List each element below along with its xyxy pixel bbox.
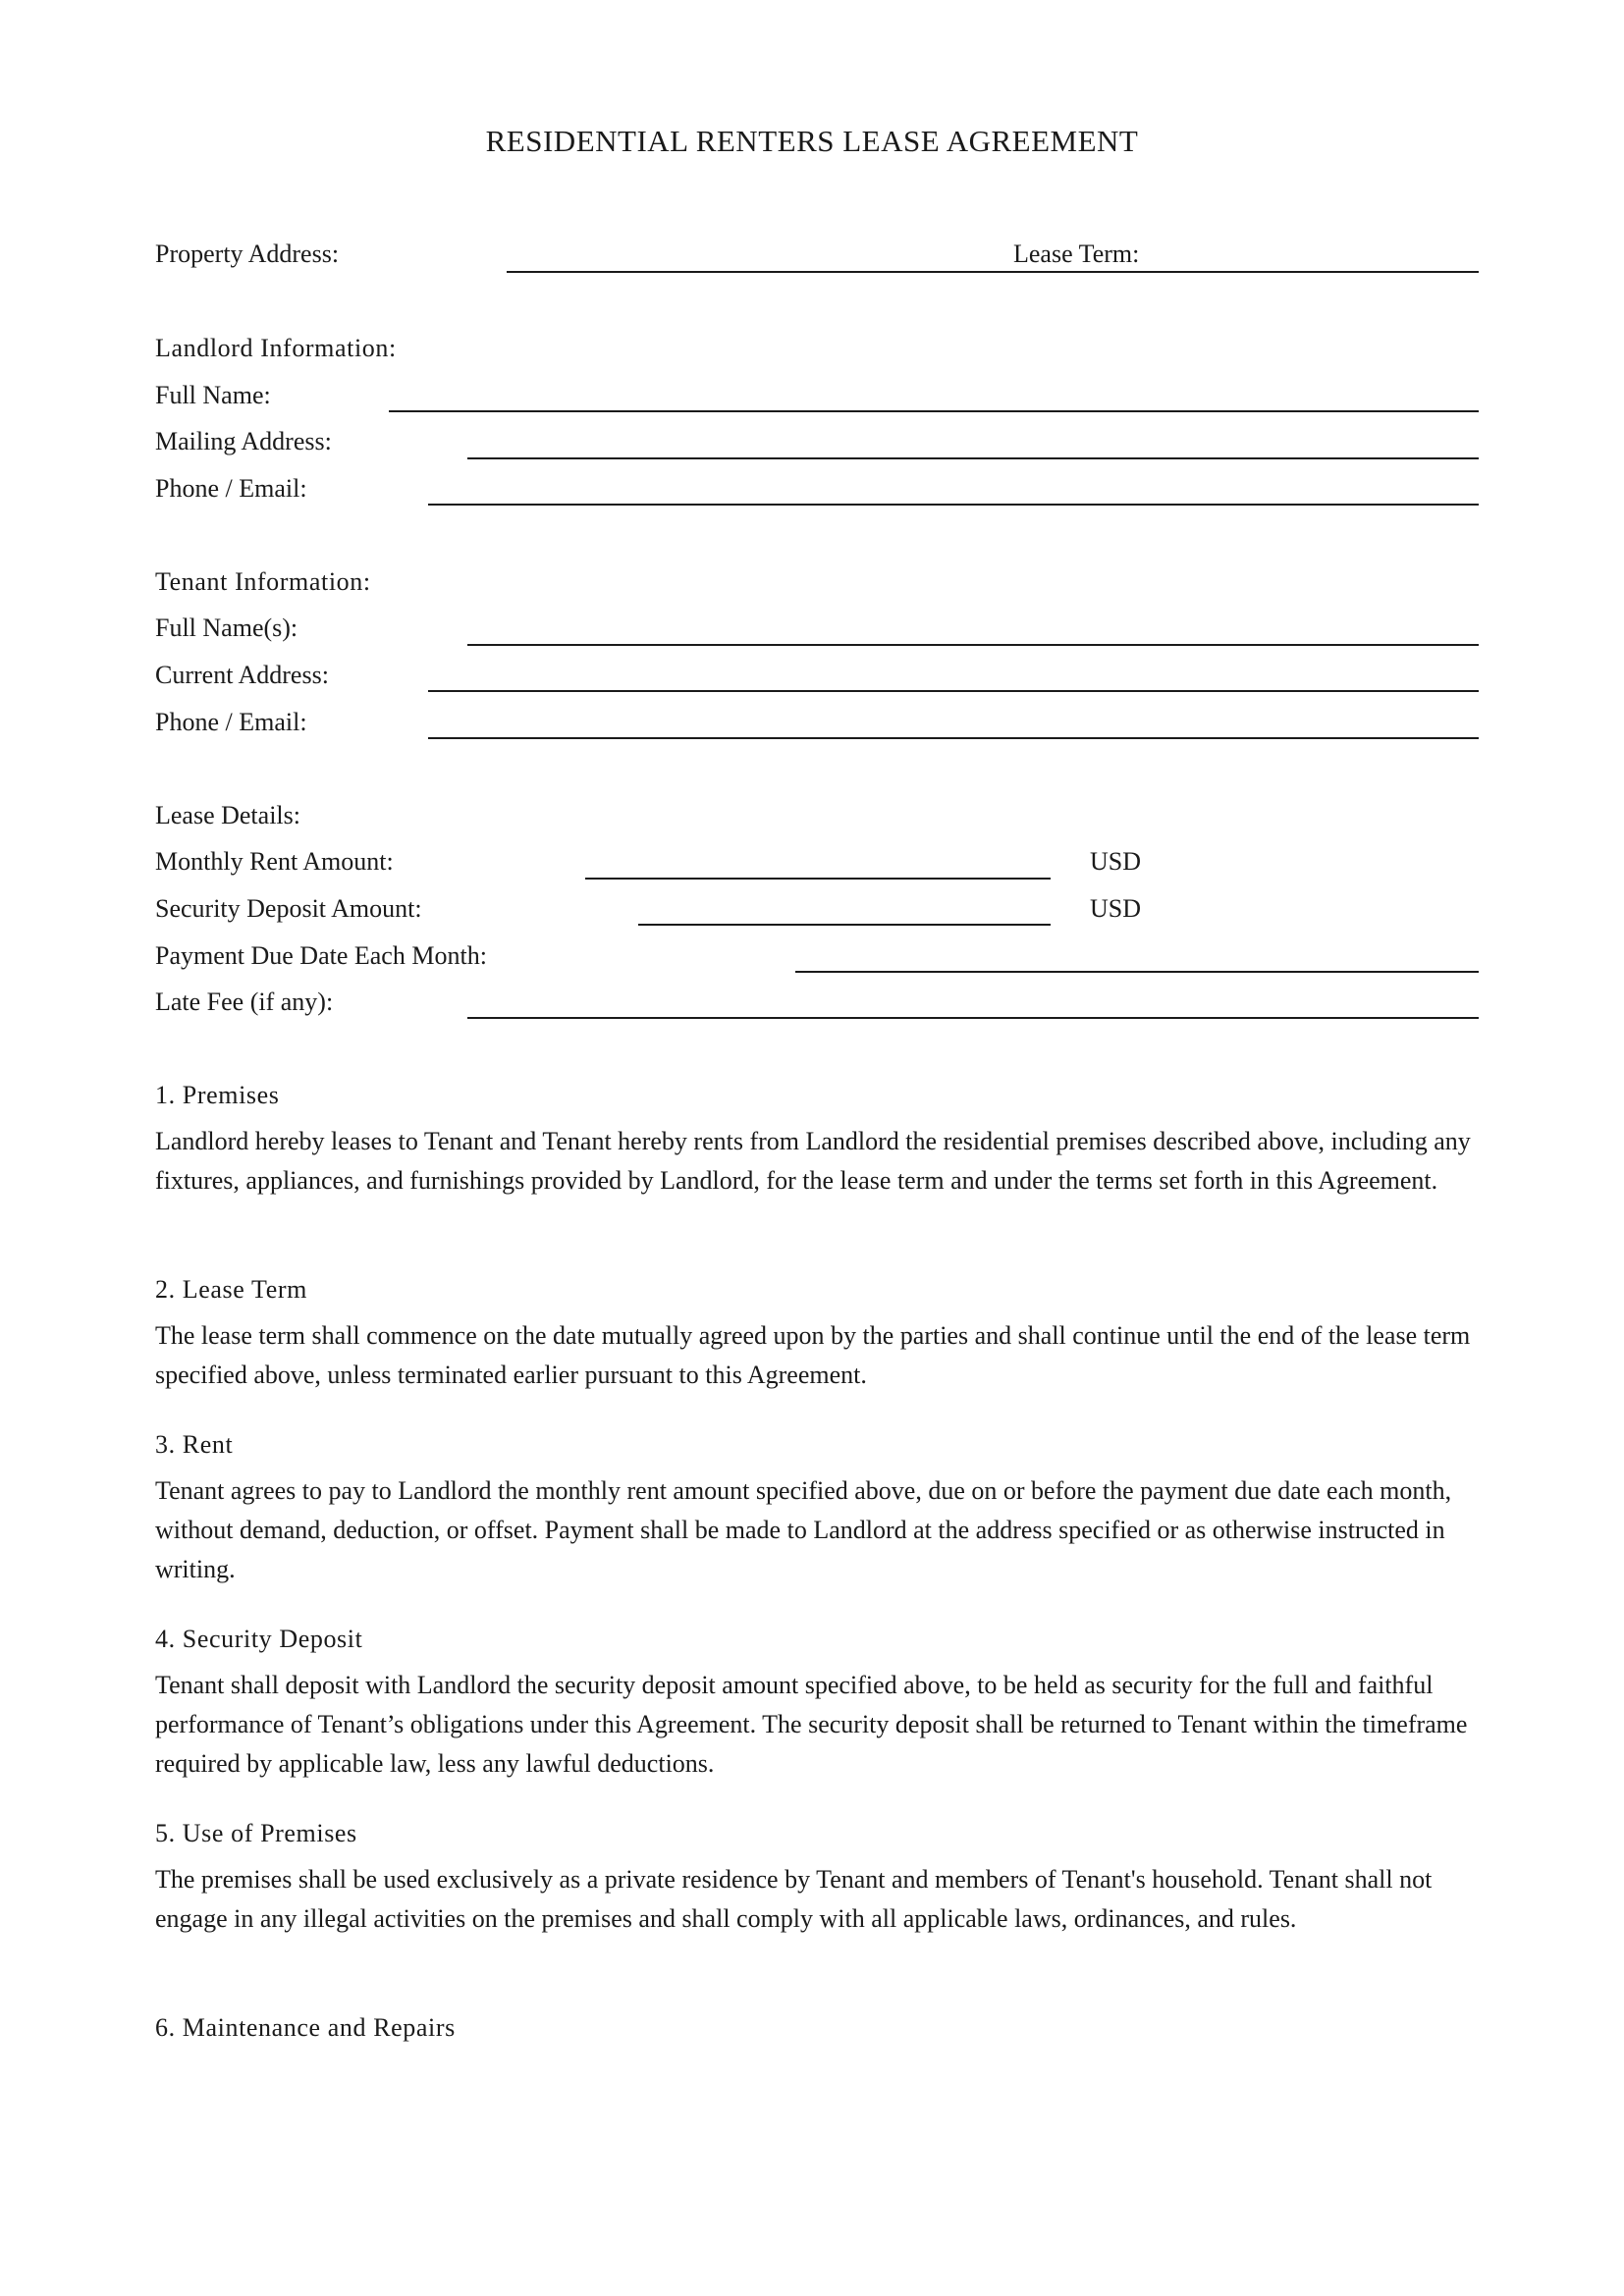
- monthly-rent-field[interactable]: [585, 878, 1051, 880]
- landlord-full-name-field[interactable]: [389, 410, 1479, 412]
- payment-due-date-label: Payment Due Date Each Month:: [155, 941, 487, 970]
- tenant-current-address-field[interactable]: [428, 690, 1479, 692]
- section-heading: 2. Lease Term: [155, 1275, 307, 1304]
- tenant-phone-email-field[interactable]: [428, 737, 1479, 739]
- property-address-field[interactable]: [507, 271, 1479, 273]
- landlord-phone-email-label: Phone / Email:: [155, 474, 307, 503]
- monthly-rent-label: Monthly Rent Amount:: [155, 847, 394, 876]
- section-heading: 1. Premises: [155, 1081, 280, 1109]
- late-fee-field[interactable]: [467, 1017, 1479, 1019]
- landlord-full-name-label: Full Name:: [155, 381, 271, 409]
- tenant-full-names-field[interactable]: [467, 644, 1479, 646]
- tenant-info-heading: Tenant Information:: [155, 567, 371, 596]
- section-body: Tenant shall deposit with Landlord the security deposit amount specified above, to be held as security for the full and faithful performance of Tenant’s obligations under this Agreement. The security deposit shall be returned to Tenant within the timeframe required by applicable law, less any lawful deductions.: [155, 1671, 1468, 1778]
- late-fee-label: Late Fee (if any):: [155, 988, 334, 1016]
- section-heading: 3. Rent: [155, 1430, 234, 1459]
- landlord-mailing-address-field[interactable]: [467, 457, 1479, 459]
- lease-details-heading: Lease Details:: [155, 801, 300, 829]
- landlord-info-heading: Landlord Information:: [155, 334, 397, 362]
- section-heading: 5. Use of Premises: [155, 1819, 357, 1847]
- payment-due-date-field[interactable]: [795, 971, 1479, 973]
- security-deposit-unit: USD: [1090, 894, 1142, 923]
- section-body: Tenant agrees to pay to Landlord the monthly rent amount specified above, due on or before the payment due date each month, without demand, deduction, or offset. Payment shall be made to Landlord at the address specified or as otherwise instructed in writing.: [155, 1476, 1452, 1583]
- monthly-rent-unit: USD: [1090, 847, 1142, 876]
- tenant-full-names-label: Full Name(s):: [155, 614, 298, 642]
- property-address-label: Property Address:: [155, 240, 340, 268]
- tenant-phone-email-label: Phone / Email:: [155, 708, 307, 736]
- security-deposit-label: Security Deposit Amount:: [155, 894, 422, 923]
- security-deposit-field[interactable]: [638, 924, 1051, 926]
- lease-term-label: Lease Term:: [1011, 238, 1141, 271]
- landlord-phone-email-field[interactable]: [428, 504, 1479, 506]
- document-title: RESIDENTIAL RENTERS LEASE AGREEMENT: [485, 124, 1139, 158]
- section-body: Landlord hereby leases to Tenant and Tenant hereby rents from Landlord the residential premises described above, including any fixtures, appliances, and furnishings provided by Landlord, for the lease term and under the terms set forth in this Agreement.: [155, 1127, 1471, 1195]
- section-heading: 4. Security Deposit: [155, 1625, 363, 1653]
- section-heading: 6. Maintenance and Repairs: [155, 2013, 456, 2042]
- landlord-mailing-address-label: Mailing Address:: [155, 427, 332, 455]
- section-body: The lease term shall commence on the date mutually agreed upon by the parties and shall continue until the end of the lease term specified above, unless terminated earlier pursuant to this Agreement.: [155, 1321, 1471, 1389]
- tenant-current-address-label: Current Address:: [155, 661, 329, 689]
- section-body: The premises shall be used exclusively as a private residence by Tenant and members of Tenant's household. Tenant shall not engage in any illegal activities on the premises and shall comply with all applicable laws, ordinances, and rules.: [155, 1865, 1433, 1933]
